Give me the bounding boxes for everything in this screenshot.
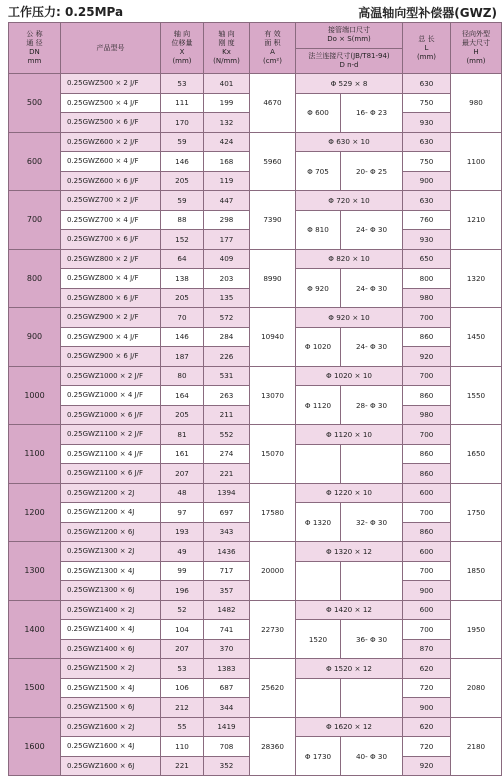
table-row [9, 483, 502, 503]
x-cell: 207 [161, 464, 204, 484]
x-cell: 146 [161, 327, 204, 347]
table-row [9, 600, 502, 620]
model-cell: 0.25GWZ1600 × 2J [61, 717, 161, 737]
model-cell: 0.25GWZ1200 × 4J [61, 503, 161, 523]
model-cell: 0.25GWZ1000 × 2 J/F [61, 366, 161, 386]
area-cell: 15070 [250, 425, 296, 484]
x-cell: 59 [161, 132, 204, 152]
flange-d-cell: Φ 1730 [296, 737, 341, 776]
x-cell: 52 [161, 600, 204, 620]
x-cell: 110 [161, 737, 204, 757]
conn-cell: Φ 1020 × 10 [296, 366, 403, 386]
area-cell: 17580 [250, 483, 296, 542]
length-cell: 920 [403, 756, 451, 776]
length-cell: 720 [403, 737, 451, 757]
length-cell: 700 [403, 503, 451, 523]
kx-cell: 226 [204, 347, 250, 367]
kx-cell: 424 [204, 132, 250, 152]
kx-cell: 298 [204, 210, 250, 230]
dn-cell: 600 [9, 132, 61, 191]
length-cell: 860 [403, 464, 451, 484]
model-cell: 0.25GWZ1500 × 6J [61, 698, 161, 718]
kx-cell: 1394 [204, 483, 250, 503]
kx-cell: 717 [204, 561, 250, 581]
x-cell: 106 [161, 678, 204, 698]
table-row [9, 308, 502, 328]
model-cell: 0.25GWZ1300 × 4J [61, 561, 161, 581]
length-cell: 700 [403, 561, 451, 581]
page-title: 高温轴向型补偿器(GWZ) [358, 6, 497, 20]
length-cell: 860 [403, 444, 451, 464]
col-flange: 法兰连接尺寸(JB/T81-94) D n-d [296, 48, 403, 74]
length-cell: 760 [403, 210, 451, 230]
model-cell: 0.25GWZ600 × 6 J/F [61, 171, 161, 191]
kx-cell: 263 [204, 386, 250, 406]
kx-cell: 177 [204, 230, 250, 250]
length-cell: 600 [403, 542, 451, 562]
model-cell: 0.25GWZ1200 × 2J [61, 483, 161, 503]
flange-d-cell: Φ 1320 [296, 503, 341, 542]
x-cell: 152 [161, 230, 204, 250]
length-cell: 930 [403, 113, 451, 133]
model-cell: 0.25GWZ500 × 6 J/F [61, 113, 161, 133]
outer-cell: 1750 [451, 483, 502, 542]
conn-cell: Φ 820 × 10 [296, 249, 403, 269]
flange-d-cell: Φ 920 [296, 269, 341, 308]
length-cell: 800 [403, 269, 451, 289]
kx-cell: 119 [204, 171, 250, 191]
length-cell: 870 [403, 639, 451, 659]
table-row [9, 366, 502, 386]
dn-cell: 1600 [9, 717, 61, 776]
kx-cell: 409 [204, 249, 250, 269]
conn-cell: Φ 720 × 10 [296, 191, 403, 211]
x-cell: 64 [161, 249, 204, 269]
dn-cell: 1300 [9, 542, 61, 601]
length-cell: 920 [403, 347, 451, 367]
area-cell: 28360 [250, 717, 296, 776]
length-cell: 700 [403, 425, 451, 445]
table-row [9, 717, 502, 737]
flange-d-cell [296, 561, 341, 600]
x-cell: 97 [161, 503, 204, 523]
flange-nd-cell: 16- Φ 23 [341, 93, 403, 132]
flange-d-cell [296, 678, 341, 717]
col-area: 有 效 面 积 A (cm²) [250, 23, 296, 74]
x-cell: 205 [161, 405, 204, 425]
model-cell: 0.25GWZ500 × 4 J/F [61, 93, 161, 113]
x-cell: 59 [161, 191, 204, 211]
x-cell: 196 [161, 581, 204, 601]
length-cell: 630 [403, 132, 451, 152]
length-cell: 630 [403, 191, 451, 211]
col-dn: 公 称 通 径 DN mm [9, 23, 61, 74]
area-cell: 8990 [250, 249, 296, 308]
flange-nd-cell: 36- Φ 30 [341, 620, 403, 659]
model-cell: 0.25GWZ900 × 2 J/F [61, 308, 161, 328]
x-cell: 70 [161, 308, 204, 328]
page-header [0, 0, 503, 22]
x-cell: 55 [161, 717, 204, 737]
col-outer: 径向外型 最大尺寸 H (mm) [451, 23, 502, 74]
area-cell: 25620 [250, 659, 296, 718]
conn-cell: Φ 1320 × 12 [296, 542, 403, 562]
x-cell: 80 [161, 366, 204, 386]
flange-d-cell: 1520 [296, 620, 341, 659]
area-cell: 13070 [250, 366, 296, 425]
kx-cell: 741 [204, 620, 250, 640]
kx-cell: 344 [204, 698, 250, 718]
x-cell: 164 [161, 386, 204, 406]
x-cell: 111 [161, 93, 204, 113]
kx-cell: 221 [204, 464, 250, 484]
model-cell: 0.25GWZ500 × 2 J/F [61, 74, 161, 94]
model-cell: 0.25GWZ700 × 4 J/F [61, 210, 161, 230]
table-row [9, 542, 502, 562]
outer-cell: 1850 [451, 542, 502, 601]
dn-cell: 1500 [9, 659, 61, 718]
x-cell: 170 [161, 113, 204, 133]
x-cell: 161 [161, 444, 204, 464]
model-cell: 0.25GWZ1100 × 2 J/F [61, 425, 161, 445]
kx-cell: 370 [204, 639, 250, 659]
model-cell: 0.25GWZ800 × 6 J/F [61, 288, 161, 308]
kx-cell: 572 [204, 308, 250, 328]
kx-cell: 447 [204, 191, 250, 211]
kx-cell: 697 [204, 503, 250, 523]
flange-nd-cell [341, 444, 403, 483]
flange-d-cell: Φ 600 [296, 93, 341, 132]
length-cell: 700 [403, 366, 451, 386]
dn-cell: 500 [9, 74, 61, 133]
length-cell: 650 [403, 249, 451, 269]
model-cell: 0.25GWZ1300 × 6J [61, 581, 161, 601]
model-cell: 0.25GWZ1100 × 6 J/F [61, 464, 161, 484]
length-cell: 750 [403, 152, 451, 172]
area-cell: 10940 [250, 308, 296, 367]
outer-cell: 1210 [451, 191, 502, 250]
area-cell: 4670 [250, 74, 296, 133]
length-cell: 900 [403, 171, 451, 191]
conn-cell: Φ 1420 × 12 [296, 600, 403, 620]
model-cell: 0.25GWZ1400 × 6J [61, 639, 161, 659]
x-cell: 187 [161, 347, 204, 367]
dn-cell: 800 [9, 249, 61, 308]
dn-cell: 1400 [9, 600, 61, 659]
length-cell: 720 [403, 678, 451, 698]
kx-cell: 168 [204, 152, 250, 172]
model-cell: 0.25GWZ1600 × 4J [61, 737, 161, 757]
flange-d-cell: Φ 705 [296, 152, 341, 191]
x-cell: 99 [161, 561, 204, 581]
x-cell: 205 [161, 288, 204, 308]
length-cell: 700 [403, 308, 451, 328]
product-table [8, 22, 502, 776]
model-cell: 0.25GWZ1400 × 2J [61, 600, 161, 620]
flange-nd-cell: 40- Φ 30 [341, 737, 403, 776]
col-model: 产品型号 [61, 23, 161, 74]
col-length: 总 长 L (mm) [403, 23, 451, 74]
flange-nd-cell [341, 678, 403, 717]
model-cell: 0.25GWZ900 × 4 J/F [61, 327, 161, 347]
x-cell: 88 [161, 210, 204, 230]
flange-nd-cell: 24- Φ 30 [341, 327, 403, 366]
flange-d-cell: Φ 1120 [296, 386, 341, 425]
length-cell: 600 [403, 600, 451, 620]
length-cell: 630 [403, 74, 451, 94]
x-cell: 48 [161, 483, 204, 503]
outer-cell: 1320 [451, 249, 502, 308]
outer-cell: 1450 [451, 308, 502, 367]
kx-cell: 357 [204, 581, 250, 601]
model-cell: 0.25GWZ1500 × 2J [61, 659, 161, 679]
x-cell: 205 [161, 171, 204, 191]
outer-cell: 2080 [451, 659, 502, 718]
kx-cell: 199 [204, 93, 250, 113]
conn-cell: Φ 1120 × 10 [296, 425, 403, 445]
x-cell: 146 [161, 152, 204, 172]
flange-d-cell: Φ 1020 [296, 327, 341, 366]
table-row [9, 659, 502, 679]
kx-cell: 1482 [204, 600, 250, 620]
model-cell: 0.25GWZ900 × 6 J/F [61, 347, 161, 367]
kx-cell: 531 [204, 366, 250, 386]
area-cell: 22730 [250, 600, 296, 659]
col-conn: 接管端口尺寸 Do × S(mm) [296, 23, 403, 49]
length-cell: 860 [403, 386, 451, 406]
area-cell: 5960 [250, 132, 296, 191]
kx-cell: 1436 [204, 542, 250, 562]
dn-cell: 1000 [9, 366, 61, 425]
outer-cell: 1950 [451, 600, 502, 659]
length-cell: 620 [403, 659, 451, 679]
kx-cell: 401 [204, 74, 250, 94]
model-cell: 0.25GWZ800 × 2 J/F [61, 249, 161, 269]
outer-cell: 1550 [451, 366, 502, 425]
working-pressure: 工作压力: 0.25MPa [8, 5, 124, 19]
kx-cell: 274 [204, 444, 250, 464]
flange-nd-cell: 24- Φ 30 [341, 269, 403, 308]
table-row [9, 425, 502, 445]
length-cell: 930 [403, 230, 451, 250]
model-cell: 0.25GWZ1000 × 4 J/F [61, 386, 161, 406]
flange-d-cell [296, 444, 341, 483]
length-cell: 620 [403, 717, 451, 737]
x-cell: 81 [161, 425, 204, 445]
kx-cell: 203 [204, 269, 250, 289]
kx-cell: 352 [204, 756, 250, 776]
table-row [9, 132, 502, 152]
conn-cell: Φ 1520 × 12 [296, 659, 403, 679]
model-cell: 0.25GWZ800 × 4 J/F [61, 269, 161, 289]
model-cell: 0.25GWZ1600 × 6J [61, 756, 161, 776]
outer-cell: 980 [451, 74, 502, 133]
kx-cell: 1383 [204, 659, 250, 679]
dn-cell: 700 [9, 191, 61, 250]
length-cell: 600 [403, 483, 451, 503]
length-cell: 900 [403, 698, 451, 718]
kx-cell: 135 [204, 288, 250, 308]
table-row [9, 249, 502, 269]
model-cell: 0.25GWZ1100 × 4 J/F [61, 444, 161, 464]
flange-nd-cell: 20- Φ 25 [341, 152, 403, 191]
area-cell: 20000 [250, 542, 296, 601]
table-row [9, 74, 502, 94]
x-cell: 53 [161, 659, 204, 679]
kx-cell: 1419 [204, 717, 250, 737]
col-kx: 轴 向 刚 度 Kx (N/mm) [204, 23, 250, 74]
kx-cell: 211 [204, 405, 250, 425]
length-cell: 860 [403, 522, 451, 542]
kx-cell: 552 [204, 425, 250, 445]
x-cell: 104 [161, 620, 204, 640]
x-cell: 207 [161, 639, 204, 659]
length-cell: 750 [403, 93, 451, 113]
model-cell: 0.25GWZ1500 × 4J [61, 678, 161, 698]
flange-nd-cell: 24- Φ 30 [341, 210, 403, 249]
x-cell: 138 [161, 269, 204, 289]
dn-cell: 1200 [9, 483, 61, 542]
outer-cell: 1100 [451, 132, 502, 191]
conn-cell: Φ 920 × 10 [296, 308, 403, 328]
x-cell: 49 [161, 542, 204, 562]
model-cell: 0.25GWZ1000 × 6 J/F [61, 405, 161, 425]
kx-cell: 708 [204, 737, 250, 757]
kx-cell: 687 [204, 678, 250, 698]
model-cell: 0.25GWZ1200 × 6J [61, 522, 161, 542]
flange-nd-cell: 32- Φ 30 [341, 503, 403, 542]
conn-cell: Φ 1620 × 12 [296, 717, 403, 737]
length-cell: 700 [403, 620, 451, 640]
table-row [9, 191, 502, 211]
length-cell: 980 [403, 405, 451, 425]
conn-cell: Φ 630 × 10 [296, 132, 403, 152]
dn-cell: 1100 [9, 425, 61, 484]
model-cell: 0.25GWZ600 × 2 J/F [61, 132, 161, 152]
model-cell: 0.25GWZ1300 × 2J [61, 542, 161, 562]
flange-nd-cell [341, 561, 403, 600]
length-cell: 860 [403, 327, 451, 347]
flange-d-cell: Φ 810 [296, 210, 341, 249]
length-cell: 980 [403, 288, 451, 308]
kx-cell: 343 [204, 522, 250, 542]
x-cell: 212 [161, 698, 204, 718]
conn-cell: Φ 529 × 8 [296, 74, 403, 94]
model-cell: 0.25GWZ700 × 6 J/F [61, 230, 161, 250]
x-cell: 53 [161, 74, 204, 94]
outer-cell: 1650 [451, 425, 502, 484]
model-cell: 0.25GWZ1400 × 4J [61, 620, 161, 640]
model-cell: 0.25GWZ600 × 4 J/F [61, 152, 161, 172]
kx-cell: 284 [204, 327, 250, 347]
kx-cell: 132 [204, 113, 250, 133]
dn-cell: 900 [9, 308, 61, 367]
model-cell: 0.25GWZ700 × 2 J/F [61, 191, 161, 211]
x-cell: 221 [161, 756, 204, 776]
col-x: 轴 向 位移量 X (mm) [161, 23, 204, 74]
length-cell: 900 [403, 581, 451, 601]
flange-nd-cell: 28- Φ 30 [341, 386, 403, 425]
area-cell: 7390 [250, 191, 296, 250]
conn-cell: Φ 1220 × 10 [296, 483, 403, 503]
outer-cell: 2180 [451, 717, 502, 776]
x-cell: 193 [161, 522, 204, 542]
